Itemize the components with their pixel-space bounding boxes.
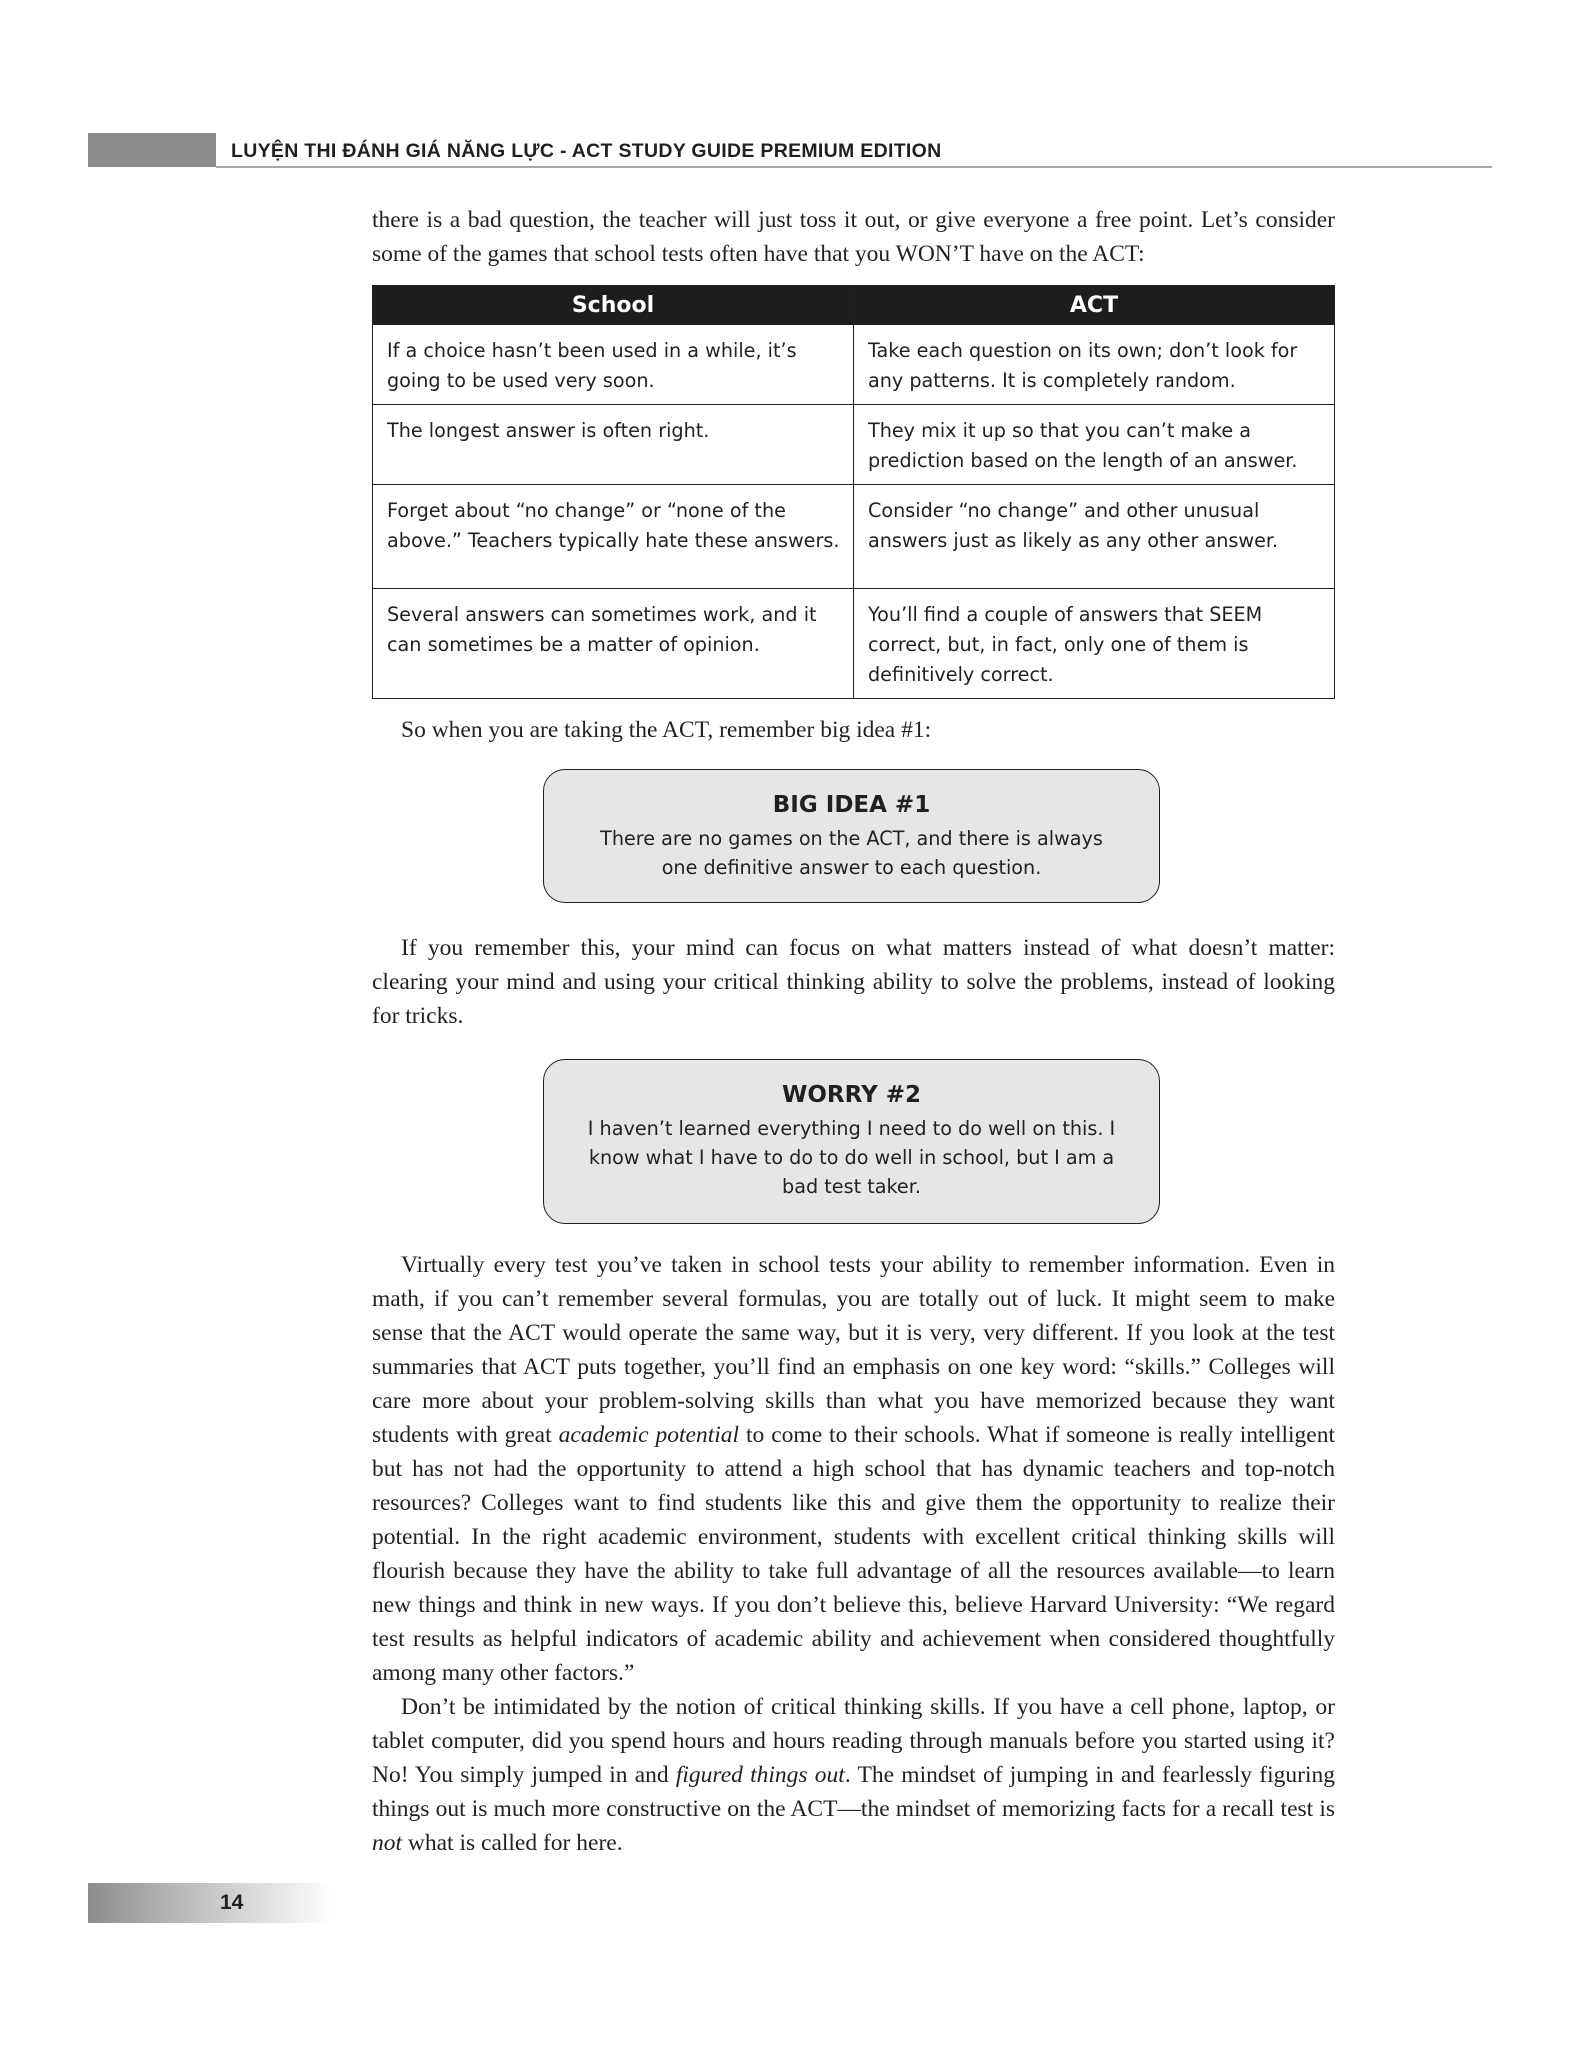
virtually-emphasis: academic potential [558, 1422, 740, 1448]
page-number: 14 [220, 1891, 244, 1914]
column-header-school: School [373, 286, 854, 325]
virtually-paragraph [372, 1248, 1335, 1690]
table-cell: Forget about “no change” or “none of the above.” Teachers typically hate these answers. [373, 485, 854, 589]
worry-title: WORRY #2 [781, 1082, 922, 1108]
virtually-text-1: Virtually every test you’ve taken in school tests your ability to remember information. Even in math, if you can’t remember several formulas, you are totally out of luck. It might seem to make sense that the ACT would operate the same way, but it is very, very different. If you look at the test summaries that ACT puts together, you’ll find an emphasis on one key word: “skills.” Colleges will care more about your problem-solving skills than what you have memorized because they want students with great [372, 1252, 1335, 1448]
page-content [372, 203, 1335, 1860]
dont-text-2: . The mindset of jumping in and fearlessly figuring things out is much more constructive on the ACT—the mindset of memorizing facts for a recall test is [372, 1762, 1335, 1822]
virtually-text-2: to come to their schools. What if someone is really intelligent but has not had the opportunity to attend a high school that has dynamic teachers and top-notch resources? Colleges want to find students like this and give them the opportunity to realize their potential. In the right academic environment, students with excellent critical thinking skills will flourish because they have the ability to take full advantage of all the resources available—to learn new things and think in new ways. If you don’t believe this, believe Harvard University: “We regard test results as helpful indicators of academic ability and achievement when considered thoughtfully among many other factors.” [372, 1422, 1335, 1686]
column-header-act: ACT [854, 286, 1335, 325]
worry-callout [543, 1059, 1160, 1224]
running-header: LUYỆN THI ĐÁNH GIÁ NĂNG LỰC - ACT STUDY GUIDE PREMIUM EDITION [231, 140, 942, 162]
table-cell: They mix it up so that you can’t make a prediction based on the length of an answer. [854, 405, 1335, 485]
header-rule [216, 166, 1492, 168]
big-idea-callout [543, 769, 1160, 903]
dont-paragraph [372, 1690, 1335, 1860]
table-cell: The longest answer is often right. [373, 405, 854, 485]
big-idea-body: There are no games on the ACT, and there is always one definitive answer to each question. [600, 827, 1103, 879]
school-vs-act-table [372, 285, 1335, 699]
dont-text-1: Don’t be intimidated by the notion of critical thinking skills. If you have a cell phone, laptop, or tablet computer, did you spend hours and hours reading through manuals before you started using it? No! You simply jumped in and [372, 1694, 1335, 1788]
footer-accent-bar [88, 1883, 333, 1923]
dont-text-3: what is called for here. [402, 1830, 623, 1856]
table-cell: Take each question on its own; don’t look for any patterns. It is completely random. [854, 325, 1335, 405]
dont-emphasis-2: not [372, 1830, 403, 1856]
table-cell: Several answers can sometimes work, and it can sometimes be a matter of opinion. [373, 589, 854, 699]
table-header-row [373, 286, 1335, 325]
table-row [373, 485, 1335, 589]
table-cell: Consider “no change” and other unusual answers just as likely as any other answer. [854, 485, 1335, 589]
table-row [373, 325, 1335, 405]
dont-emphasis-1: figured things out [675, 1762, 845, 1788]
table-row [373, 405, 1335, 485]
remember-paragraph: So when you are taking the ACT, remember big idea #1: [401, 717, 932, 743]
intro-paragraph: there is a bad question, the teacher will just toss it out, or give everyone a free point. Let’s consider some of the games that school tests often have that you WON’T have on the ACT: [372, 207, 1335, 267]
table-row [373, 589, 1335, 699]
header-accent-bar [88, 133, 216, 167]
big-idea-title: BIG IDEA #1 [772, 792, 931, 818]
focus-paragraph: If you remember this, your mind can focus on what matters instead of what doesn’t matter: clearing your mind and using your critical thinking ability to solve the problems, instead of looking for tricks. [372, 935, 1335, 1029]
worry-body: I haven’t learned everything I need to do well on this. I know what I have to do to do well in school, but I am a bad test taker. [587, 1117, 1116, 1198]
table-cell: If a choice hasn’t been used in a while, it’s going to be used very soon. [373, 325, 854, 405]
table-cell: You’ll find a couple of answers that SEEM correct, but, in fact, only one of them is definitively correct. [854, 589, 1335, 699]
